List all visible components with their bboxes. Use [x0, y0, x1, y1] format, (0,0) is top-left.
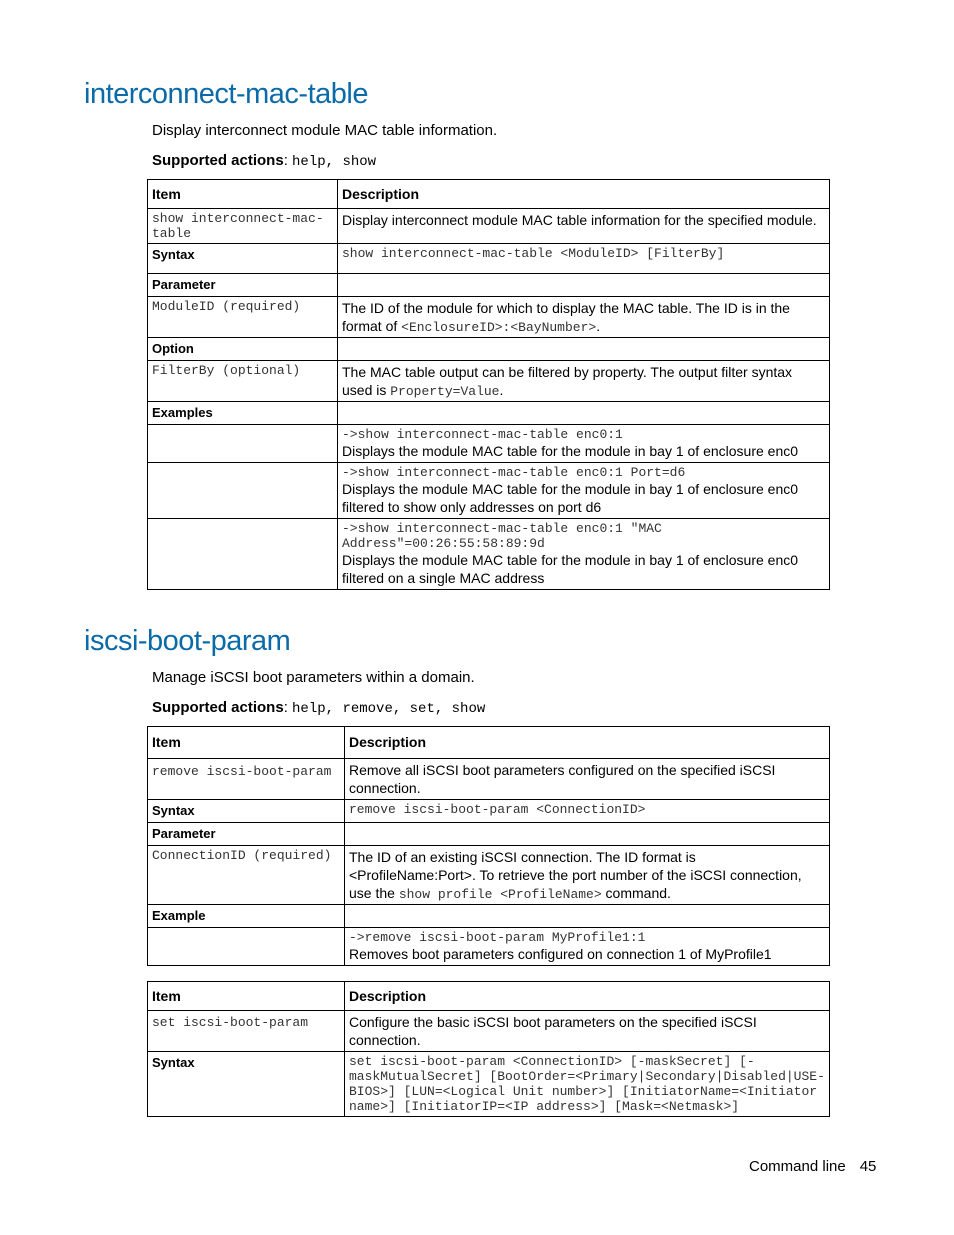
example-cell [338, 425, 830, 463]
syntax-label: Syntax [148, 1052, 345, 1117]
param-desc-code: show profile <ProfileName> [398, 887, 602, 902]
param-desc-code: <EnclosureID>:<BayNumber> [401, 320, 597, 335]
command-name: show interconnect-mac-table [148, 209, 338, 244]
example-label: Example [148, 905, 345, 928]
empty-cell [338, 338, 830, 361]
param-name: ModuleID (required) [148, 297, 338, 338]
empty-cell [148, 519, 338, 590]
header-item: Item [148, 982, 345, 1011]
example-description: Removes boot parameters configured on connection 1 of MyProfile1 [349, 946, 772, 962]
option-desc-end: . [499, 382, 504, 398]
option-name: FilterBy (optional) [148, 361, 338, 402]
table-row [148, 361, 830, 402]
option-label: Option [148, 338, 338, 361]
example-description: Displays the module MAC table for the module in bay 1 of enclosure enc0 filtered on a single MAC address [342, 552, 799, 586]
param-desc-end: command. [601, 885, 671, 901]
command-description: Configure the basic iSCSI boot parameters on the specified iSCSI connection. [345, 1011, 830, 1052]
table-row [148, 846, 830, 905]
table-row [148, 823, 830, 846]
header-item: Item [148, 727, 345, 759]
table-header-row [148, 982, 830, 1011]
section-title-interconnect-mac-table: interconnect-mac-table [84, 78, 368, 110]
interconnect-mac-table-table [147, 179, 830, 590]
table-row [148, 1011, 830, 1052]
syntax-value: set iscsi-boot-param <ConnectionID> [-maskSecret] [-maskMutualSecret] [BootOrder=<Primary|Secondary|Disabled|USE-BIOS>] [LUN=<Logical Unit number>] [InitiatorName=<Initiator name>] [InitiatorIP=<IP address>] [Mask=<Netmask>] [345, 1052, 830, 1117]
example-code: ->show interconnect-mac-table enc0:1 [342, 427, 623, 442]
table-row [148, 244, 830, 274]
empty-cell [148, 463, 338, 519]
example-row [148, 928, 830, 966]
empty-cell [338, 402, 830, 425]
header-description: Description [338, 180, 830, 209]
example-row [148, 425, 830, 463]
supported-actions: Supported actions: help, show [152, 152, 377, 170]
header-item: Item [148, 180, 338, 209]
example-description: Displays the module MAC table for the module in bay 1 of enclosure enc0 filtered to show only addresses on port d6 [342, 481, 799, 515]
example-cell [338, 463, 830, 519]
header-description: Description [345, 727, 830, 759]
table-header-row [148, 180, 830, 209]
parameter-label: Parameter [148, 274, 338, 297]
examples-label: Examples [148, 402, 338, 425]
table-row [148, 402, 830, 425]
syntax-label: Syntax [148, 800, 345, 823]
empty-cell [345, 823, 830, 846]
param-desc-text: The ID of an existing iSCSI connection. The ID format is <ProfileName:Port>. To retrieve the port number of the iSCSI connection, use the [349, 849, 802, 901]
empty-cell [345, 905, 830, 928]
section-title-iscsi-boot-param: iscsi-boot-param [84, 625, 291, 657]
example-code: ->show interconnect-mac-table enc0:1 "MAC Address"=00:26:55:58:89:9d [342, 521, 662, 551]
empty-cell [148, 425, 338, 463]
supported-actions-label: Supported actions [152, 699, 284, 716]
command-description: Display interconnect module MAC table information for the specified module. [338, 209, 830, 244]
page-number: 45 [859, 1158, 877, 1175]
example-row [148, 519, 830, 590]
example-row [148, 463, 830, 519]
section-description: Manage iSCSI boot parameters within a domain. [152, 669, 475, 686]
table-row [148, 297, 830, 338]
param-description [338, 297, 830, 338]
table-row [148, 274, 830, 297]
table-row [148, 338, 830, 361]
syntax-value: show interconnect-mac-table <ModuleID> [FilterBy] [338, 244, 830, 274]
parameter-label: Parameter [148, 823, 345, 846]
example-code: ->show interconnect-mac-table enc0:1 Port=d6 [342, 465, 686, 480]
table-row [148, 1052, 830, 1117]
param-desc-end: . [596, 318, 601, 334]
empty-cell [338, 274, 830, 297]
footer-section: Command line [749, 1158, 846, 1175]
supported-actions: Supported actions: help, remove, set, show [152, 699, 486, 717]
supported-actions-label: Supported actions [152, 152, 284, 169]
section-description: Display interconnect module MAC table information. [152, 122, 498, 139]
table-row [148, 759, 830, 800]
remove-iscsi-boot-param-table [147, 726, 830, 966]
set-iscsi-boot-param-table [147, 981, 830, 1117]
page-footer [749, 1158, 876, 1175]
param-desc-text: The ID of the module for which to display the MAC table. The ID is in the format of [342, 300, 790, 334]
table-header-row [148, 727, 830, 759]
command-name: remove iscsi-boot-param [148, 759, 345, 800]
command-name: set iscsi-boot-param [148, 1011, 345, 1052]
table-row [148, 209, 830, 244]
syntax-value: remove iscsi-boot-param <ConnectionID> [345, 800, 830, 823]
example-cell [345, 928, 830, 966]
example-cell [338, 519, 830, 590]
command-description: Remove all iSCSI boot parameters configured on the specified iSCSI connection. [345, 759, 830, 800]
option-desc-text: The MAC table output can be filtered by property. The output filter syntax used is [342, 364, 793, 398]
table-row [148, 800, 830, 823]
supported-actions-values: help, remove, set, show [292, 701, 486, 717]
option-description [338, 361, 830, 402]
empty-cell [148, 928, 345, 966]
example-description: Displays the module MAC table for the module in bay 1 of enclosure enc0 [342, 443, 799, 459]
option-desc-code: Property=Value [390, 384, 500, 399]
supported-actions-values: help, show [292, 154, 377, 170]
param-description [345, 846, 830, 905]
table-row [148, 905, 830, 928]
example-code: ->remove iscsi-boot-param MyProfile1:1 [349, 930, 646, 945]
param-name: ConnectionID (required) [148, 846, 345, 905]
syntax-label: Syntax [148, 244, 338, 274]
header-description: Description [345, 982, 830, 1011]
